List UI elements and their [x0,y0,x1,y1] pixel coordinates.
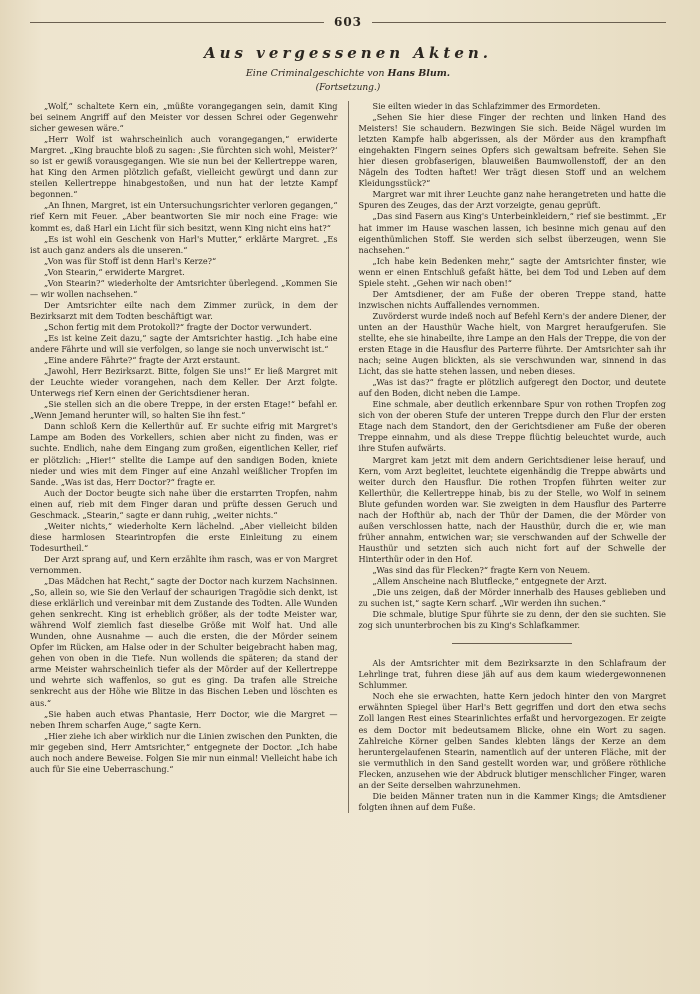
paragraph: „Hier ziehe ich aber wirklich nur die Linien zwischen den Punkten, die mir gegeben sind, Herr Amtsrichter,“ entgegnete der Doctor. „Ich habe auch noch andere Beweise. Folgen Sie mir nun einmal! Vielleicht habe ich auch für Sie eine Ueberraschung.“ [30,730,338,774]
paragraph: „Schon fertig mit dem Protokoll?“ fragte der Doctor verwundert. [44,321,312,332]
author-name: Hans Blum. [387,68,451,79]
paragraph: Der Arzt sprang auf, und Kern erzählte ihm rasch, was er von Margret vernommen. [30,553,338,575]
article-title: Aus vergessenen Akten. [203,44,493,62]
paragraph: Der Amtsrichter eilte nach dem Zimmer zurück, in dem der Bezirksarzt mit dem Todten beschäftigt war. [30,299,338,321]
paragraph: „Sie stellen sich an die obere Treppe, in der ersten Etage!“ befahl er. „Wenn Jemand herunter will, so halten Sie ihn fest.“ [30,399,338,421]
paragraph: „Was ist das?“ fragte er plötzlich aufgeregt den Doctor, und deutete auf den Boden, dicht neben die Lampe. [358,377,666,399]
paragraph: „Von was für Stoff ist denn Harl's Kerze?“ [44,255,217,266]
paragraph: „Herr Wolf ist wahrscheinlich auch vorangegangen,“ erwiderte Margret. „King brauchte bloß zu sagen: ‚Sie fürchten sich wohl, Meister?‘ so ist er gewiß vorausgegangen. Wie sie nun bei der Kellertreppe waren, hat King den Armen plötzlich gefaßt, vielleicht gewürgt und dann zur steilen Kellertreppe hinabgestoßen, und nun hat der letzte Kampf begonnen.“ [30,134,338,200]
left-column [30,101,348,813]
paragraph: Sie eilten wieder in das Schlafzimmer des Ermordeten. [372,101,601,111]
page-header [30,14,666,30]
article-columns [30,101,666,813]
paragraph: „Jawohl, Herr Bezirksarzt. Bitte, folgen Sie uns!“ Er ließ Margret mit der Leuchte wieder vorangehen, nach dem Keller. Der Arzt folgte. Unterwegs rief Kern einen der Gerichtsdiener heran. [30,366,338,399]
paragraph: Auch der Doctor beugte sich nahe über die erstarrten Tropfen, nahm einen auf, rieb mit dem Finger daran und prüfte dessen Geruch und Geschmack. „Stearin,“ sagte er dann ruhig, „weiter nichts.“ [30,487,338,520]
subtitle-prefix: Eine Criminalgeschichte von [245,68,385,79]
paragraph: Noch ehe sie erwachten, hatte Kern jedoch hinter den von Margret erwähnten Spiegel über Harl's Bett gegriffen und dort den etwa sechs Zoll langen Rest eines Stearinlichtes erfaßt und hervorgezogen. Er zeigte es dem Doctor mit bedeutsamem Blicke, ohne ein Wort zu sagen. Zahlreiche Körner gelben Sandes klebten längs der Kerze an dem heruntergelaufenen Stearin, namentlich auf der unteren Fläche, mit der sie vermuthlich in den Sand gestellt worden war, und größere röthliche Flecken, anzusehen wie der Abdruck blutiger menschlicher Finger, waren an der Seite derselben wahrzunehmen. [358,691,666,790]
paragraph: „Die uns zeigen, daß der Mörder innerhalb des Hauses geblieben und zu suchen ist,“ sagte Kern scharf. „Wir werden ihn suchen.“ [358,587,666,609]
paragraph: Margret kam jetzt mit dem andern Gerichtsdiener leise herauf, und Kern, vom Arzt begleitet, leuchtete eigenhändig die Treppe abwärts und weiter durch den Hausflur. Die rothen Tropfen führten weiter zur Kellerthür, die Kellertreppe hinab, bis zu der Stelle, wo Wolf in seinem Blute gefunden worden war. Sie zweigten in dem Hausflur des Parterre nach der Hofthür ab, nach der Thür der Damen, die der Mörder von außen verschlossen hatte, nach der Hausthür, durch die er, wie man früher annahm, entwichen war; sie verschwanden auf der Schwelle der Hausthür und setzten sich auch nicht fort auf der Schwelle der Hinterthür oder in den Hof. [358,454,666,564]
paragraph: „Was sind das für Flecken?“ fragte Kern von Neuem. [372,564,591,575]
paragraph: „Es ist keine Zeit dazu,“ sagte der Amtsrichter hastig. „Ich habe eine andere Fährte und will sie verfolgen, so lange sie noch unverwischt ist.“ [30,332,338,355]
article-heading [30,44,666,93]
paragraph: Zuvörderst wurde indeß noch auf Befehl Kern's der andere Diener, der unten an der Hausthür Wache hielt, von Margret heraufgerufen. Sie stellte, ehe sie hinabeilte, ihre Lampe an den Hals der Treppe, die von der ersten Etage in die Hausflur des Parterre führte. Der Amtsrichter sah ihr nach; seine Augen blickten, als sie verschwunden war, sinnend in das Licht, das sie hatte stehen lassen, und neben dieses. [358,310,666,377]
section-separator [359,643,667,644]
paragraph: „Von Stearin,“ erwiderte Margret. [44,266,185,277]
paragraph: Die beiden Männer traten nun in die Kammer Kings; die Amtsdiener folgten ihnen auf dem Fuße. [358,790,666,812]
header-rule-left [30,22,324,23]
paragraph: Dann schloß Kern die Kellerthür auf. Er suchte eifrig mit Margret's Lampe am Boden des Vorkellers, schien aber nicht zu finden, was er suchte. Endlich, nahe dem Eingang zum großen, eigentlichen Keller, rief er plötzlich: „Hier!“ stellte die Lampe auf den sandigen Boden, kniete nieder und wies mit dem Finger auf eine Anzahl weißlicher Tropfen im Sande. „Was ist das, Herr Doctor?“ fragte er. [30,421,338,487]
paragraph: Eine schmale, aber deutlich erkennbare Spur von rothen Tropfen zog sich von der oberen Stufe der unteren Treppe durch den Flur der ersten Etage nach dem Standort, den der Gerichtsdiener am Fuße der oberen Treppe einnahm, und als diese Treppe flüchtig beleuchtet wurde, auch ihre Stufen aufwärts. [358,399,666,454]
paragraph: „Wolf,“ schaltete Kern ein, „müßte vorangegangen sein, damit King bei seinem Angriff auf den Meister vor dessen Schrei oder Gegenwehr sicher gewesen wäre.“ [30,101,338,134]
paragraph: „Das sind Fasern aus King's Unterbeinkleidern,“ rief sie bestimmt. „Er hat immer im Hause waschen lassen, ich besinne mich genau auf den eigenthümlichen Stoff. Sie werden sich selbst überzeugen, wenn Sie nachsehen.“ [358,211,666,255]
header-rule-right [372,22,666,23]
paragraph: „Weiter nichts,“ wiederholte Kern lächelnd. „Aber vielleicht bilden diese harmlosen Stearintropfen die erste Einleitung zu einem Todesurtheil.“ [30,520,338,553]
paragraph: Der Amtsdiener, der am Fuße der oberen Treppe stand, hatte inzwischen nichts Auffallendes vernommen. [358,288,666,310]
paragraph: „Sehen Sie hier diese Finger der rechten und linken Hand des Meisters! Sie schaudern. Bezwingen Sie sich. Beide Nägel wurden im letzten Kampfe halb abgerissen, als der Mörder aus den krampfhaft eingehakten Fingern seines Opfers sich gewaltsam befreite. Sehen Sie hier diesen grobfaserigen, blauweißen Baumwollenstoff, der an den Nägeln des Todten haftet! Wer trägt diesen Stoff und an welchem Kleidungsstück?“ [358,112,666,189]
right-column-part-1 [359,101,667,631]
continuation-note: (Fortsetzung.) [315,83,381,93]
right-column [348,101,667,813]
page-number: 603 [333,15,363,29]
paragraph: „Sie haben auch etwas Phantasie, Herr Doctor, wie die Margret — neben Ihrem scharfen Auge,“ sagte Kern. [30,708,338,730]
paragraph: „Es ist wohl ein Geschenk von Harl's Mutter,“ erklärte Margret. „Es ist auch ganz anders als die unseren.“ [30,233,338,255]
paragraph: Die schmale, blutige Spur führte sie zu denn, der den sie suchten. Sie zog sich ununterbrochen bis zu King's Schlafkammer. [358,609,666,631]
paragraph: „Das Mädchen hat Recht,“ sagte der Doctor nach kurzem Nachsinnen. „So, allein so, wie Sie den Verlauf der schaurigen Tragödie sich denkt, ist diese erklärlich und vereinbar mit dem Zustande des Todten. Alle Wunden gehen senkrecht. King ist erheblich größer, als der todte Meister war, während Wolf ziemlich fast dieselbe Größe mit Wolf hat. Und alle Wunden, ohne Ausnahme — auch die ersten, die der Mörder seinem Opfer im Rücken, am Halse oder in der Schulter beigebracht haben mag, gehen von oben in die Tiefe. Nun wollends die späteren; da stand der arme Meister wahrscheinlich tiefer als der Mörder auf der Kellertreppe und wehrte sich waffenlos, so gut es ging. Da trafen alle Streiche senkrecht aus der Höhe wie Blitze in das Bischen Leben und löschten es aus.“ [30,576,338,708]
paragraph: „An Ihnen, Margret, ist ein Untersuchungsrichter verloren gegangen,“ rief Kern mit Feuer. „Aber beantworten Sie mir noch eine Frage: wie kommt es, daß Harl ein Licht für sich besitzt, wenn King nicht eins hat?“ [30,200,338,233]
paragraph: „Von Stearin?“ wiederholte der Amtsrichter überlegend. „Kommen Sie — wir wollen nachsehen.“ [30,277,338,299]
paragraph: „Allem Anscheine nach Blutflecke,“ entgegnete der Arzt. [372,576,607,587]
paragraph: Margret war mit ihrer Leuchte ganz nahe herangetreten und hatte die Spuren des Zeuges, das der Arzt vorzeigte, genau geprüft. [358,189,666,211]
paragraph: Als der Amtsrichter mit dem Bezirksarzte in den Schlafraum der Lehrlinge trat, fuhren diese jäh auf aus dem kaum wiedergewonnenen Schlummer. [358,658,666,691]
paragraph: „Ich habe kein Bedenken mehr,“ sagte der Amtsrichter finster, wie wenn er einen Entschluß gefaßt hätte, bei dem Tod und Leben auf dem Spiele steht. „Gehen wir nach oben!“ [358,255,666,288]
article-subtitle [30,68,666,79]
right-column-part-2 [359,658,667,813]
paragraph: „Eine andere Fährte?“ fragte der Arzt erstaunt. [44,355,241,366]
